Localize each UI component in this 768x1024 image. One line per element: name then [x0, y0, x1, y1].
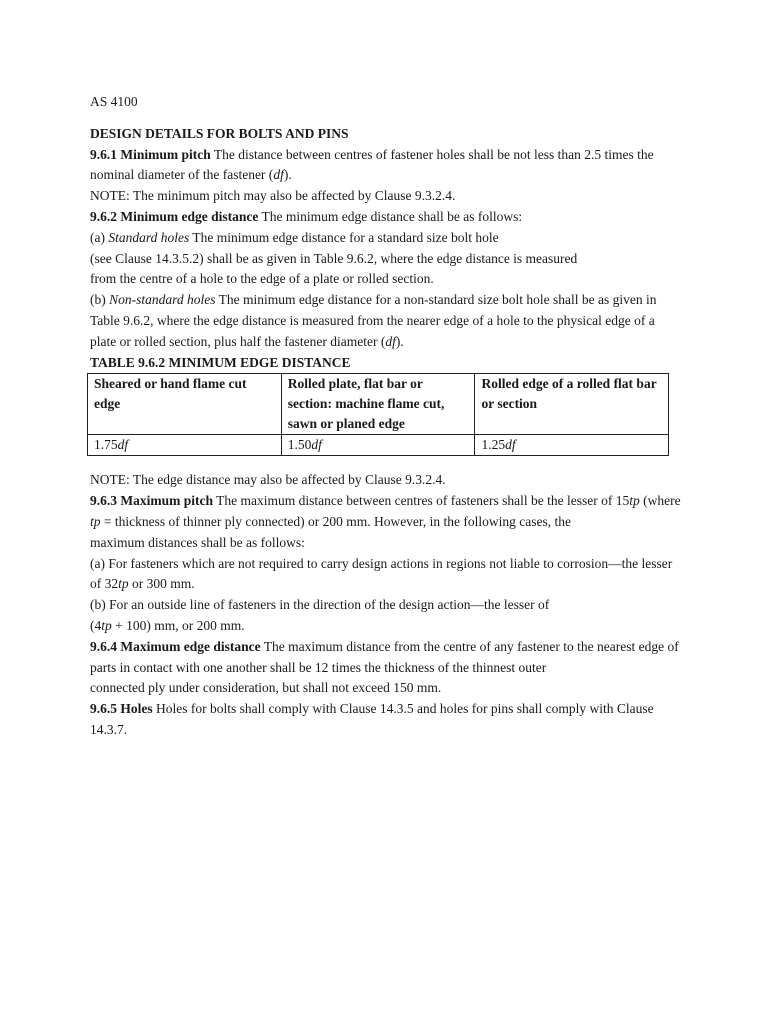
item-prefix: (b)	[90, 292, 110, 308]
cell-value: 1.25	[481, 437, 506, 453]
clause-9-6-2	[90, 207, 682, 228]
var-df: df	[505, 437, 516, 453]
clause-text: + 100) mm, or 200 mm.	[111, 617, 245, 633]
clause-text: ).	[395, 333, 404, 349]
clause-9-6-1	[90, 145, 682, 187]
clause-9-6-4	[90, 637, 682, 679]
var-tp: tp	[118, 576, 129, 592]
cell-value: 1.50	[287, 437, 312, 453]
var-tp: tp	[90, 513, 101, 529]
table-caption: TABLE 9.6.2 MINIMUM EDGE DISTANCE	[90, 354, 351, 370]
clause-9-6-5-title: 9.6.5 Holes	[90, 701, 153, 717]
document-page	[90, 92, 682, 741]
clause-9-6-2-a-line3: from the centre of a hole to the edge of a plate or rolled section.	[90, 271, 434, 287]
clause-9-6-2-a	[90, 228, 682, 249]
note-edge-distance: NOTE: The edge distance may also be affected by Clause 9.3.2.4.	[90, 472, 446, 488]
clause-text: The minimum edge distance shall be as follows:	[258, 208, 523, 224]
clause-text: The distance between centres of fastener holes shall be not less than 2.5 times the nominal diameter of the fastener (	[90, 146, 654, 183]
item-label: Standard holes	[108, 229, 190, 245]
var-df: df	[273, 167, 284, 183]
clause-text: The maximum distance between centres of fasteners shall be the lesser of 15	[213, 493, 630, 509]
document-heading: DESIGN DETAILS FOR BOLTS AND PINS	[90, 125, 349, 141]
clause-text: or 300 mm.	[128, 576, 195, 592]
var-tp: tp	[629, 493, 640, 509]
clause-9-6-2-b	[90, 290, 682, 352]
clause-9-6-2-title: 9.6.2 Minimum edge distance	[90, 208, 259, 224]
table-cell	[281, 435, 475, 456]
var-tp: tp	[101, 617, 112, 633]
table-header-cell: Rolled edge of a rolled flat bar or section	[475, 374, 669, 435]
clause-9-6-3-title: 9.6.3 Maximum pitch	[90, 493, 213, 509]
clause-text: = thickness of thinner ply connected) or 200 mm. However, in the following cases, the	[100, 513, 571, 529]
clause-9-6-1-title: 9.6.1 Minimum pitch	[90, 146, 211, 162]
table-cell	[88, 435, 282, 456]
cell-value: 1.75	[94, 437, 118, 453]
clause-9-6-3-b-line2	[90, 616, 682, 637]
clause-9-6-4-line2: connected ply under consideration, but shall not exceed 150 mm.	[90, 680, 442, 696]
clause-9-6-3-line2: maximum distances shall be as follows:	[90, 534, 305, 550]
clause-9-6-3-b: (b) For an outside line of fasteners in the direction of the design action—the lesser of	[90, 597, 550, 613]
clause-9-6-4-title: 9.6.4 Maximum edge distance	[90, 638, 261, 654]
clause-text: (a) For fasteners which are not required to carry design actions in regions not liable to corrosion—the lesser of 32	[90, 555, 673, 592]
item-prefix: (a)	[90, 229, 109, 245]
item-label: Non-standard holes	[109, 292, 216, 308]
clause-9-6-3	[90, 491, 682, 533]
clause-text: The maximum distance from the centre of any fastener to the nearest edge of parts in contact with one another shall be 12 times the thickness of the thinnest outer	[90, 638, 679, 675]
clause-text: Holes for bolts shall comply with Clause 14.3.5 and holes for pins shall comply with Clause 14.3.7.	[90, 701, 654, 737]
clause-text: The minimum edge distance for a non-standard size bolt hole shall be as given in Table 9.6.2, where the edge distance is measured from the nearer edge of a hole to the physical edge of a plate or rolled section, plus half the fastener diameter (	[90, 292, 657, 349]
table-row	[88, 435, 669, 456]
clause-text: (4	[90, 617, 102, 633]
var-df: df	[385, 333, 396, 349]
table-header-row	[88, 374, 669, 435]
clause-text: The minimum edge distance for a standard size bolt hole	[189, 229, 499, 245]
var-df: df	[117, 437, 129, 453]
table-cell	[475, 435, 669, 456]
clause-9-6-3-a	[90, 554, 682, 596]
clause-9-6-2-a-line2: (see Clause 14.3.5.2) shall be as given in Table 9.6.2, where the edge distance is measured	[90, 250, 578, 266]
clause-text: (where	[639, 493, 681, 509]
var-df: df	[311, 437, 322, 453]
clause-text: ).	[283, 167, 292, 183]
table-header-cell: Rolled plate, flat bar or section: machine flame cut, sawn or planed edge	[281, 374, 475, 435]
table-header-cell: Sheared or hand flame cut edge	[88, 374, 282, 435]
clause-9-6-5	[90, 699, 682, 741]
edge-distance-table	[87, 373, 669, 456]
note-min-pitch: NOTE: The minimum pitch may also be affected by Clause 9.3.2.4.	[90, 188, 456, 204]
standard-code: AS 4100	[90, 94, 138, 109]
